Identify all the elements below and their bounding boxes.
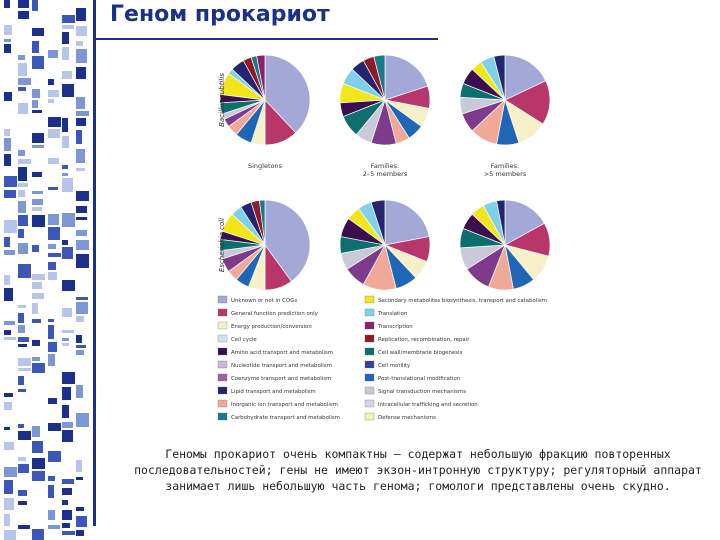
barcode-bar	[18, 215, 28, 226]
barcode-bar	[62, 343, 69, 346]
legend-swatch	[218, 374, 227, 381]
barcode-bar	[32, 441, 43, 453]
barcode-bar	[4, 530, 16, 540]
column-label: 2–5 members	[362, 170, 408, 178]
barcode-bar	[32, 293, 44, 299]
legend-swatch	[365, 348, 374, 355]
barcode-bar	[4, 514, 10, 526]
barcode-bar	[62, 136, 69, 148]
barcode-bar	[4, 393, 13, 397]
legend-swatch	[218, 400, 227, 407]
legend-swatch	[218, 335, 227, 342]
barcode-bar	[76, 316, 84, 322]
barcode-bar	[48, 423, 61, 431]
legend-swatch	[365, 413, 374, 420]
legend-label: Post-translational modification	[378, 376, 461, 382]
barcode-bar	[62, 32, 69, 44]
barcode-bar	[62, 430, 73, 442]
legend-swatch	[365, 296, 374, 303]
barcode-bar	[4, 237, 10, 247]
barcode-bar	[76, 516, 87, 527]
legend-swatch	[218, 348, 227, 355]
barcode-bar	[4, 39, 11, 42]
barcode-bar	[4, 0, 10, 8]
barcode-bar	[62, 308, 72, 317]
barcode-bar	[18, 229, 24, 238]
barcode-bar	[76, 230, 87, 236]
barcode-bar	[4, 480, 13, 494]
legend-label: Secondary metabolites biosynthesis, transport and catabolism	[378, 298, 547, 304]
pie-ecoli-1	[340, 200, 430, 290]
barcode-bar	[4, 220, 17, 233]
barcode-bar	[62, 165, 68, 169]
barcode-bar	[48, 325, 54, 339]
barcode-bar	[76, 302, 88, 314]
barcode-bar	[62, 387, 71, 400]
barcode-bar	[4, 288, 13, 301]
barcode-bar	[76, 168, 85, 171]
legend-swatch	[218, 413, 227, 420]
barcode-bar	[18, 78, 31, 85]
barcode-bar	[76, 530, 84, 536]
barcode-bar	[48, 510, 55, 520]
legend-label: Carbohydrate transport and metabolism	[231, 415, 340, 421]
barcode-bar	[4, 442, 14, 450]
barcode-bar	[32, 303, 38, 314]
barcode-bar	[62, 178, 73, 192]
legend-swatch	[365, 374, 374, 381]
column-label: Singletons	[247, 162, 283, 170]
row-label: Bacillus subtilis	[218, 73, 226, 127]
barcode-bar	[48, 398, 57, 404]
barcode-bar	[18, 243, 28, 254]
barcode-bar	[4, 427, 10, 430]
barcode-bar	[4, 330, 11, 335]
barcode-bar	[76, 191, 89, 201]
barcode-bar	[4, 190, 16, 198]
barcode-bar	[48, 117, 61, 127]
barcode-bar	[32, 56, 44, 69]
barcode-bar	[48, 272, 57, 280]
barcode-bar	[4, 138, 11, 151]
page-title: Геном прокариот	[110, 2, 330, 27]
barcode-bar	[76, 507, 84, 511]
barcode-bar	[48, 187, 58, 190]
barcode-bar	[32, 274, 45, 280]
barcode-bar	[76, 240, 89, 250]
barcode-bar	[76, 477, 83, 480]
slide-caption: Геномы прокариот очень компактны – содержат небольшую фракцию повторенных последовательностей; гены не имеют экзон-интронную структуру; регуляторный аппарат занимает лишь небольшую часть генома; гомологи представлены очень скудно.	[134, 447, 702, 493]
barcode-bar	[62, 479, 74, 484]
barcode-bar	[32, 172, 42, 177]
barcode-bar	[76, 41, 83, 46]
barcode-bar	[48, 244, 56, 249]
barcode-bar	[4, 467, 17, 477]
legend-swatch	[365, 309, 374, 316]
legend-label: Cell motility	[378, 363, 411, 369]
barcode-bar	[62, 422, 73, 428]
barcode-bar	[48, 253, 61, 257]
barcode-bar	[18, 325, 25, 333]
legend-swatch	[365, 335, 374, 342]
barcode-bar	[18, 159, 31, 164]
barcode-bar	[18, 368, 31, 371]
pie-ecoli-2	[460, 200, 550, 290]
barcode-bar	[76, 97, 85, 109]
barcode-bar	[32, 426, 40, 437]
barcode-bar	[32, 319, 41, 323]
barcode-bar	[18, 183, 28, 187]
barcode-bar	[62, 330, 74, 333]
pie-bsubtilis-1	[340, 55, 430, 145]
barcode-bar	[18, 501, 27, 505]
barcode-bar	[76, 118, 86, 126]
barcode-bar	[48, 525, 60, 529]
barcode-bar	[18, 0, 29, 8]
column-label: Families:	[370, 162, 400, 170]
barcode-bar	[48, 227, 60, 240]
barcode-bar	[62, 173, 68, 176]
barcode-bar	[62, 84, 74, 97]
barcode-bar	[62, 118, 68, 132]
barcode-bar	[48, 79, 54, 85]
barcode-bar	[18, 103, 28, 114]
legend-swatch	[218, 296, 227, 303]
legend-swatch	[218, 387, 227, 394]
barcode-bar	[18, 464, 29, 473]
barcode-bar	[48, 485, 54, 498]
barcode-bar	[32, 191, 43, 194]
barcode-bar	[76, 130, 82, 144]
barcode-bar	[18, 358, 31, 366]
barcode-bar	[18, 490, 27, 496]
barcode-bar	[48, 99, 54, 103]
barcode-bar	[48, 354, 55, 366]
barcode-bar	[62, 488, 72, 495]
barcode-bar	[48, 214, 59, 225]
barcode-bar	[32, 357, 40, 361]
barcode-decoration	[0, 0, 92, 540]
barcode-bar	[76, 350, 84, 355]
barcode-bar	[76, 26, 87, 36]
barcode-bar	[76, 217, 87, 220]
legend-label: Replication, recombination, repair	[378, 337, 470, 343]
barcode-bar	[62, 15, 75, 23]
barcode-bar	[4, 176, 17, 187]
column-label: >5 members	[483, 170, 527, 178]
barcode-bar	[4, 129, 10, 136]
barcode-bar	[32, 145, 44, 148]
barcode-bar	[32, 199, 43, 205]
cog-pie-figure	[210, 50, 610, 440]
barcode-bar	[62, 500, 68, 505]
barcode-bar	[48, 451, 61, 462]
barcode-bar	[4, 92, 12, 101]
barcode-bar	[62, 405, 69, 418]
pie-ecoli-0	[220, 200, 310, 290]
legend-label: General function prediction only	[231, 311, 318, 317]
legend-swatch	[218, 309, 227, 316]
barcode-bar	[32, 207, 42, 211]
barcode-bar	[18, 313, 24, 323]
barcode-bar	[48, 262, 56, 270]
barcode-bar	[62, 531, 75, 535]
barcode-bar	[76, 345, 86, 348]
barcode-bar	[62, 372, 75, 384]
barcode-bar	[18, 424, 24, 428]
barcode-bar	[76, 8, 86, 21]
barcode-bar	[18, 525, 30, 529]
barcode-bar	[4, 25, 12, 35]
barcode-bar	[32, 529, 44, 540]
pie-bsubtilis-2	[460, 55, 550, 145]
barcode-bar	[32, 100, 38, 108]
column-label: Families:	[490, 162, 520, 170]
barcode-bar	[32, 282, 42, 289]
barcode-bar	[48, 129, 60, 138]
barcode-bar	[32, 28, 44, 36]
barcode-bar	[18, 457, 26, 461]
barcode-bar	[18, 264, 31, 278]
barcode-bar	[18, 337, 29, 342]
barcode-bar	[18, 167, 27, 181]
barcode-bar	[76, 413, 89, 427]
legend-label: Inorganic ion transport and metabolism	[231, 402, 338, 408]
legend-label: Translation	[378, 311, 408, 317]
barcode-bar	[32, 0, 38, 11]
legend-label: Transcription	[378, 324, 413, 330]
barcode-bar	[18, 201, 26, 213]
legend-label: Cell wall/membrane biogenesis	[378, 350, 463, 356]
legend-swatch	[365, 361, 374, 368]
barcode-bar	[76, 67, 86, 79]
legend-swatch	[365, 400, 374, 407]
barcode-bar	[48, 319, 54, 322]
barcode-bar	[48, 90, 59, 97]
row-label: Escherichia coli	[218, 217, 226, 273]
barcode-bar	[62, 47, 69, 60]
barcode-bar	[18, 389, 26, 392]
vertical-rule	[93, 0, 96, 526]
barcode-bar	[32, 89, 40, 98]
barcode-bar	[76, 149, 85, 163]
barcode-bar	[4, 337, 16, 340]
barcode-bar	[76, 49, 87, 63]
legend-label: Nucleotide transport and metabolism	[231, 363, 332, 369]
barcode-bar	[18, 190, 25, 197]
barcode-bar	[76, 460, 82, 472]
barcode-bar	[76, 335, 82, 343]
barcode-bar	[32, 245, 39, 252]
legend-swatch	[218, 322, 227, 329]
barcode-bar	[18, 11, 29, 19]
barcode-bar	[32, 110, 42, 113]
barcode-bar	[32, 340, 40, 346]
barcode-bar	[62, 213, 75, 227]
barcode-bar	[32, 133, 44, 143]
legend-swatch	[365, 322, 374, 329]
barcode-bar	[62, 71, 72, 79]
barcode-bar	[4, 275, 10, 285]
barcode-bar	[62, 510, 72, 520]
barcode-bar	[48, 476, 55, 481]
legend-label: Energy production/conversion	[231, 324, 312, 330]
barcode-bar	[76, 297, 88, 300]
barcode-bar	[62, 523, 70, 528]
barcode-bar	[4, 321, 15, 325]
pie-bsubtilis-0	[220, 55, 310, 145]
barcode-bar	[18, 63, 27, 76]
barcode-bar	[18, 431, 31, 440]
legend-label: Lipid transport and metabolism	[231, 389, 316, 395]
barcode-bar	[32, 471, 45, 481]
barcode-bar	[4, 250, 15, 255]
barcode-bar	[4, 44, 11, 53]
legend-label: Unknown or not in COGs	[231, 298, 298, 304]
barcode-bar	[32, 41, 39, 53]
barcode-bar	[76, 206, 87, 213]
barcode-bar	[18, 344, 27, 347]
barcode-bar	[62, 338, 69, 341]
legend-label: Cell cycle	[231, 337, 257, 343]
barcode-bar	[18, 305, 26, 308]
barcode-bar	[62, 247, 73, 259]
barcode-bar	[18, 55, 25, 60]
barcode-bar	[32, 458, 45, 469]
barcode-bar	[4, 402, 12, 410]
legend-label: Signal transduction mechanisms	[378, 389, 467, 395]
barcode-bar	[18, 376, 24, 385]
legend-label: Defense mechanisms	[378, 415, 436, 421]
legend-swatch	[365, 387, 374, 394]
title-underline	[93, 38, 438, 40]
barcode-bar	[4, 154, 11, 166]
barcode-bar	[76, 385, 83, 398]
legend-label: Intracellular trafficking and secretion	[378, 402, 478, 408]
barcode-bar	[62, 25, 74, 29]
legend-label: Amino acid transport and metabolism	[231, 350, 334, 356]
legend-label: Coenzyme transport and metabolism	[231, 376, 332, 382]
legend-swatch	[218, 361, 227, 368]
barcode-bar	[18, 150, 25, 156]
barcode-bar	[48, 50, 58, 58]
barcode-bar	[4, 498, 14, 510]
barcode-bar	[76, 111, 89, 116]
barcode-bar	[32, 363, 45, 373]
barcode-bar	[32, 215, 45, 227]
barcode-bar	[62, 280, 75, 291]
barcode-bar	[48, 158, 59, 164]
barcode-bar	[18, 87, 26, 91]
barcode-bar	[76, 254, 89, 268]
barcode-bar	[62, 240, 68, 245]
barcode-bar	[48, 342, 57, 352]
